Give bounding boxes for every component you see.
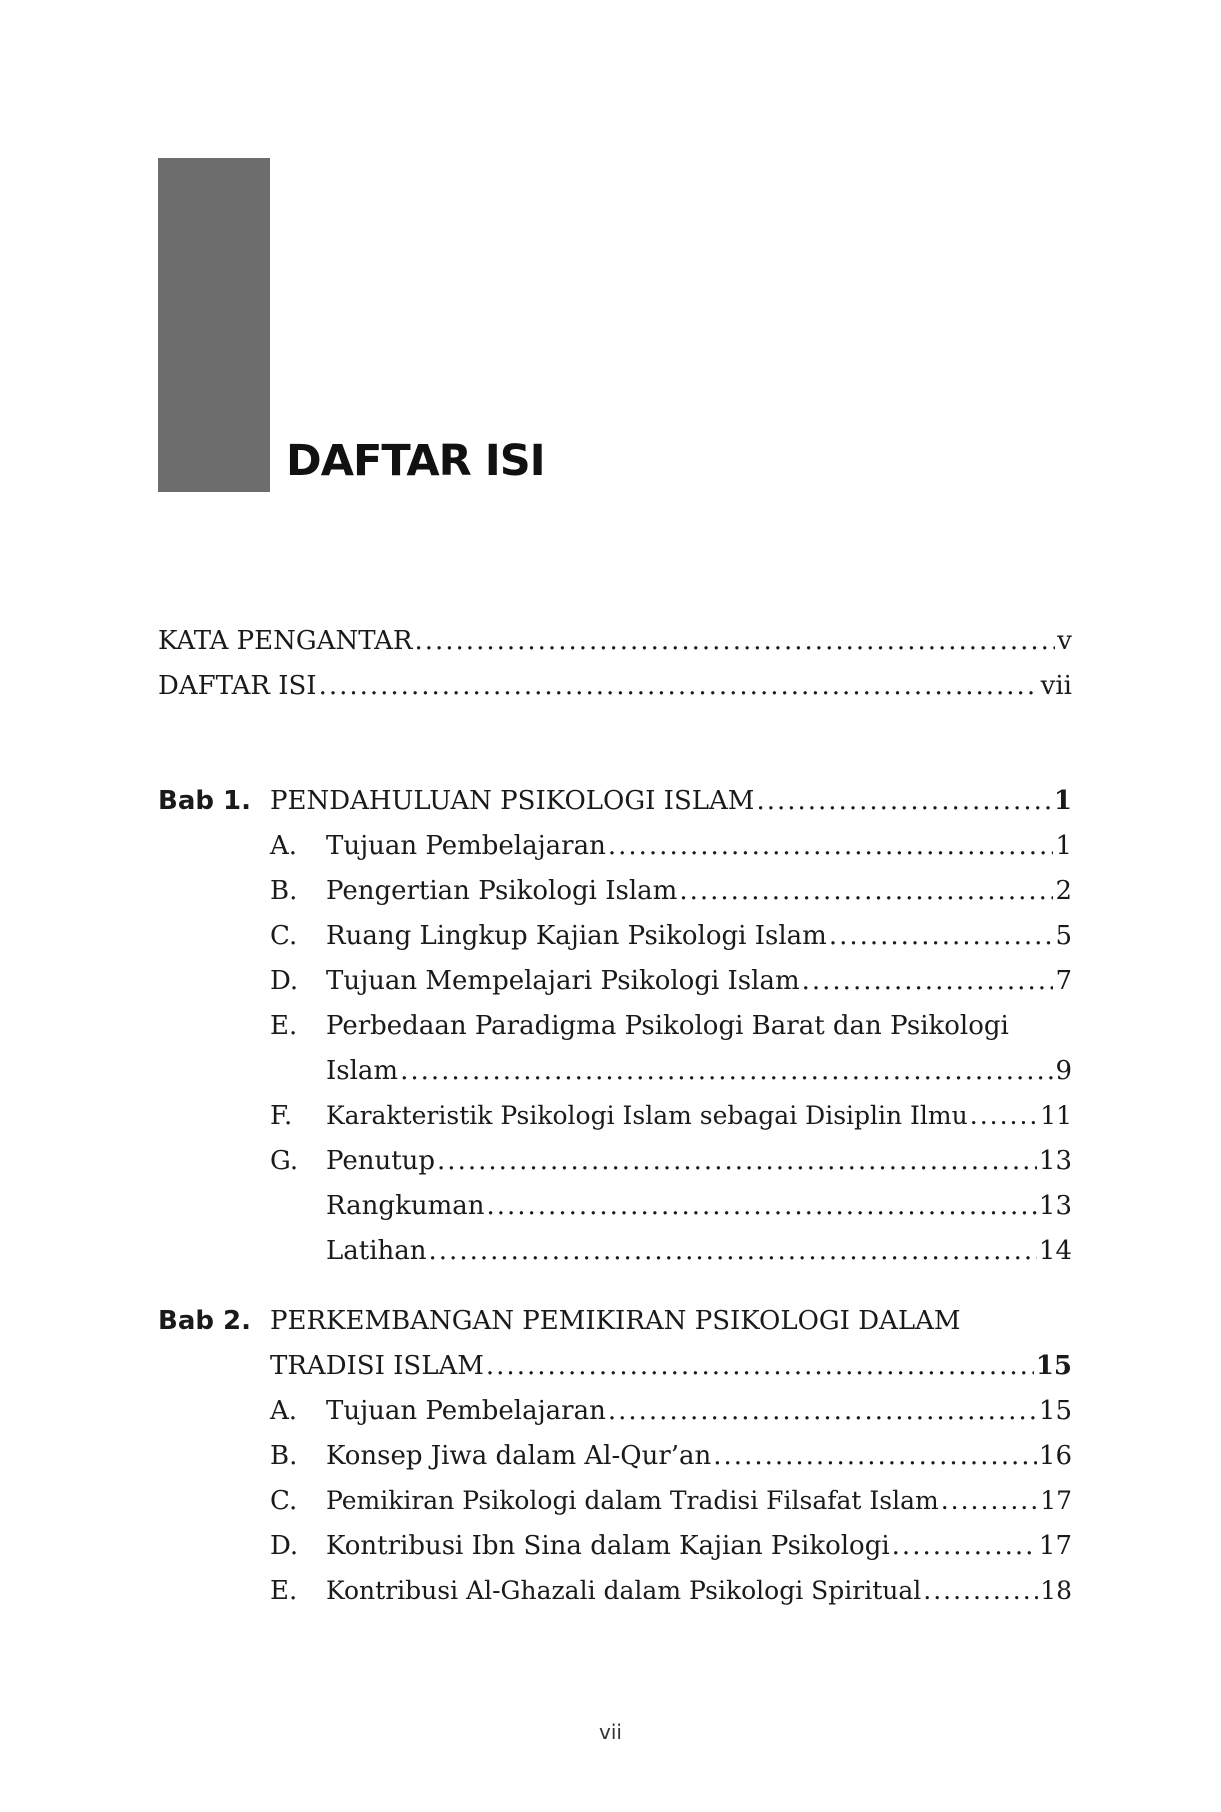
chapter-gray-block bbox=[158, 158, 270, 492]
toc-page-number: 1 bbox=[1055, 831, 1072, 861]
leader-dots bbox=[486, 1193, 1036, 1219]
item-letter: B. bbox=[270, 876, 298, 906]
leader-dots bbox=[923, 1578, 1038, 1603]
chapter-label: Bab 2. bbox=[158, 1306, 251, 1336]
leader-dots bbox=[713, 1443, 1037, 1469]
toc-entry-text: Latihan bbox=[326, 1236, 427, 1266]
toc-page-number: 1 bbox=[1053, 786, 1072, 816]
toc-entry-daftar-isi[interactable] bbox=[158, 673, 1072, 699]
toc-page-number: 16 bbox=[1038, 1441, 1072, 1471]
leader-dots bbox=[802, 968, 1054, 994]
toc-entry-text: Karakteristik Psikologi Islam sebagai Disiplin Ilmu bbox=[326, 1101, 968, 1130]
chapter-heading: TRADISI ISLAM bbox=[270, 1351, 484, 1381]
toc-page-number: vii bbox=[1040, 671, 1072, 701]
item-letter: E. bbox=[270, 1011, 298, 1041]
leader-dots bbox=[400, 1058, 1053, 1084]
toc-entry[interactable] bbox=[326, 1103, 1072, 1128]
toc-page-number: 13 bbox=[1038, 1146, 1072, 1176]
toc-entry-text: KATA PENGANTAR bbox=[158, 626, 413, 656]
toc-entry-text: Tujuan Mempelajari Psikologi Islam bbox=[326, 966, 800, 996]
chapter-heading-line1[interactable]: PERKEMBANGAN PEMIKIRAN PSIKOLOGI DALAM bbox=[270, 1306, 961, 1336]
toc-entry-latihan[interactable] bbox=[326, 1238, 1072, 1264]
toc-entry-text: Tujuan Pembelajaran bbox=[326, 831, 606, 861]
item-letter: D. bbox=[270, 1531, 299, 1561]
toc-chapter-2[interactable] bbox=[270, 1353, 1072, 1379]
toc-page-number: 11 bbox=[1040, 1101, 1072, 1130]
chapter-label: Bab 1. bbox=[158, 786, 251, 816]
item-letter: C. bbox=[270, 921, 298, 951]
leader-dots bbox=[970, 1103, 1038, 1128]
toc-entry[interactable] bbox=[326, 1058, 1072, 1084]
toc-entry-text: Kontribusi Al-Ghazali dalam Psikologi Spiritual bbox=[326, 1576, 922, 1605]
toc-entry-text: Pemikiran Psikologi dalam Tradisi Filsafat Islam bbox=[326, 1486, 939, 1515]
toc-entry-rangkuman[interactable] bbox=[326, 1193, 1072, 1219]
item-letter: G. bbox=[270, 1146, 299, 1176]
toc-page-number: 5 bbox=[1055, 921, 1072, 951]
toc-page-number: 14 bbox=[1038, 1236, 1072, 1266]
leader-dots bbox=[437, 1148, 1037, 1174]
toc-entry-text: Kontribusi Ibn Sina dalam Kajian Psikologi bbox=[326, 1531, 890, 1561]
toc-entry-text: Rangkuman bbox=[326, 1191, 485, 1221]
toc-page-number: 15 bbox=[1038, 1396, 1072, 1426]
toc-entry-text: Ruang Lingkup Kajian Psikologi Islam bbox=[326, 921, 827, 951]
leader-dots bbox=[608, 833, 1054, 859]
toc-entry[interactable] bbox=[326, 1148, 1072, 1174]
toc-page-number: 17 bbox=[1040, 1486, 1072, 1515]
toc-entry-kata-pengantar[interactable] bbox=[158, 628, 1072, 654]
leader-dots bbox=[756, 788, 1051, 814]
leader-dots bbox=[608, 1398, 1037, 1424]
leader-dots bbox=[429, 1238, 1037, 1264]
toc-entry[interactable] bbox=[326, 1578, 1072, 1603]
leader-dots bbox=[679, 878, 1053, 904]
item-letter: B. bbox=[270, 1441, 298, 1471]
toc-chapter-1[interactable] bbox=[270, 788, 1072, 814]
toc-entry[interactable] bbox=[326, 833, 1072, 859]
toc-entry[interactable] bbox=[326, 1443, 1072, 1469]
toc-entry[interactable] bbox=[326, 878, 1072, 904]
item-letter: F. bbox=[270, 1101, 293, 1131]
toc-entry[interactable] bbox=[326, 1533, 1072, 1559]
toc-entry[interactable] bbox=[326, 1488, 1072, 1513]
item-letter: A. bbox=[270, 1396, 298, 1426]
toc-page-number: 2 bbox=[1055, 876, 1072, 906]
page-number-footer: vii bbox=[599, 1720, 622, 1744]
toc-page-number: 9 bbox=[1055, 1056, 1072, 1086]
toc-entry-text: Konsep Jiwa dalam Al-Qur’an bbox=[326, 1441, 712, 1471]
toc-entry-text: DAFTAR ISI bbox=[158, 671, 317, 701]
leader-dots bbox=[829, 923, 1054, 949]
toc-page-number: 18 bbox=[1040, 1576, 1072, 1605]
item-letter: E. bbox=[270, 1576, 298, 1606]
toc-entry[interactable] bbox=[326, 1398, 1072, 1424]
item-letter: D. bbox=[270, 966, 299, 996]
page-title: DAFTAR ISI bbox=[286, 436, 545, 486]
item-letter: A. bbox=[270, 831, 298, 861]
toc-entry[interactable] bbox=[326, 968, 1072, 994]
item-letter: C. bbox=[270, 1486, 298, 1516]
leader-dots bbox=[414, 628, 1055, 654]
leader-dots bbox=[319, 673, 1039, 699]
toc-entry-text: Islam bbox=[326, 1056, 399, 1086]
toc-page-number: 15 bbox=[1035, 1351, 1072, 1381]
leader-dots bbox=[892, 1533, 1037, 1559]
toc-entry-text: Tujuan Pembelajaran bbox=[326, 1396, 606, 1426]
toc-page-number: v bbox=[1057, 626, 1072, 656]
toc-page-number: 17 bbox=[1038, 1531, 1072, 1561]
toc-entry-text: Penutup bbox=[326, 1146, 436, 1176]
toc-entry[interactable] bbox=[326, 923, 1072, 949]
toc-entry-text-line1[interactable]: Perbedaan Paradigma Psikologi Barat dan Psikologi bbox=[326, 1011, 1009, 1041]
toc-page-number: 7 bbox=[1055, 966, 1072, 996]
toc-entry-text: Pengertian Psikologi Islam bbox=[326, 876, 678, 906]
toc-page-number: 13 bbox=[1038, 1191, 1072, 1221]
leader-dots bbox=[941, 1488, 1038, 1513]
leader-dots bbox=[486, 1353, 1034, 1379]
chapter-heading: PENDAHULUAN PSIKOLOGI ISLAM bbox=[270, 786, 755, 816]
